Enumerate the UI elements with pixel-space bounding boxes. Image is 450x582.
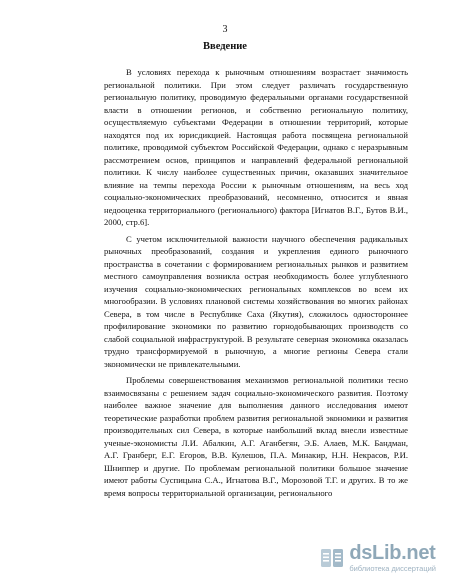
page-title: Введение (203, 41, 247, 52)
paragraph-2: С учетом исключительной важности научного обеспечения радикальных рыночных преобразований, создания и укрепления единого рыночного пространства в сочетании с формированием региональных рынков и развитием местного самоуправления возникла острая необходимость более углубленного изучения социально-экономических региональных комплексов во всем их многообразии. В условиях плановой системы хозяйствования во многих районах Севера, в том числе в Республике Саха (Якутия), сложилось одностороннее профилирование экономики по развитию горнодобывающих производств со слабой социальной инфраструктурой. В результате северная экономика оказалась трудно трансформируемой в рыночную, а многие регионы Севера стали экономически не привлекательными. (104, 233, 408, 369)
dslib-logo-icon (319, 545, 345, 571)
watermark-text (349, 543, 436, 573)
watermark (319, 542, 436, 574)
page-number: 3 (222, 24, 228, 35)
watermark-brand: dsLib.net (349, 542, 436, 565)
paragraph-1: В условиях перехода к рыночным отношениям возрастает значимость региональной политики. При этом следует различать государственную региональную политику, проводимую федеральными органами государственной власти в отношении регионов, и собственно региональную политику, осуществляемую субъектами Федерации в отношении территорий, которые находятся под их юрисдикцией. Настоящая работа посвящена региональной политике, проводимой субъектом Российской Федерации, однако с неразрывным рассмотрением основ, принципов и направлений федеральной региональной политики. К числу наиболее существенных причин, оказавших значительное влияние на темпы перехода России к рыночным отношениям, на весь ход социально-экономических преобразований, несомненно, относится и явная недооценка территориального (регионального) фактора [Игнатов В.Г., Бутов В.И., 2000, стр.6]. (104, 67, 408, 227)
body-text (104, 66, 408, 499)
paragraph-3: Проблемы совершенствования механизмов региональной политики тесно взаимосвязаны с решением задач социально-экономического развития. Поэтому наиболее важное значение для выполнения данного исследования имеют теоретические разработки проблем развития региональной экономики и развития производительных сил Севера, в которые наибольший вклад внесли известные ученые-экономисты Л.И. Абалкин, А.Г. Аганбегян, Э.Б. Алаев, М.К. Бандман, А.Г. Гранберг, Е.Г. Егоров, В.В. Кулешов, П.А. Минакир, Н.Н. Некрасов, Р.И. Шниппер и другие. По проблемам региональной политики большое значение имеют работы Суспицына С.А., Игнатова В.Г., Морозовой Т.Г. и других. В то же время вопросы территориальной организации, регионального (104, 375, 408, 498)
watermark-tagline: библиотека диссертаций (349, 564, 436, 574)
